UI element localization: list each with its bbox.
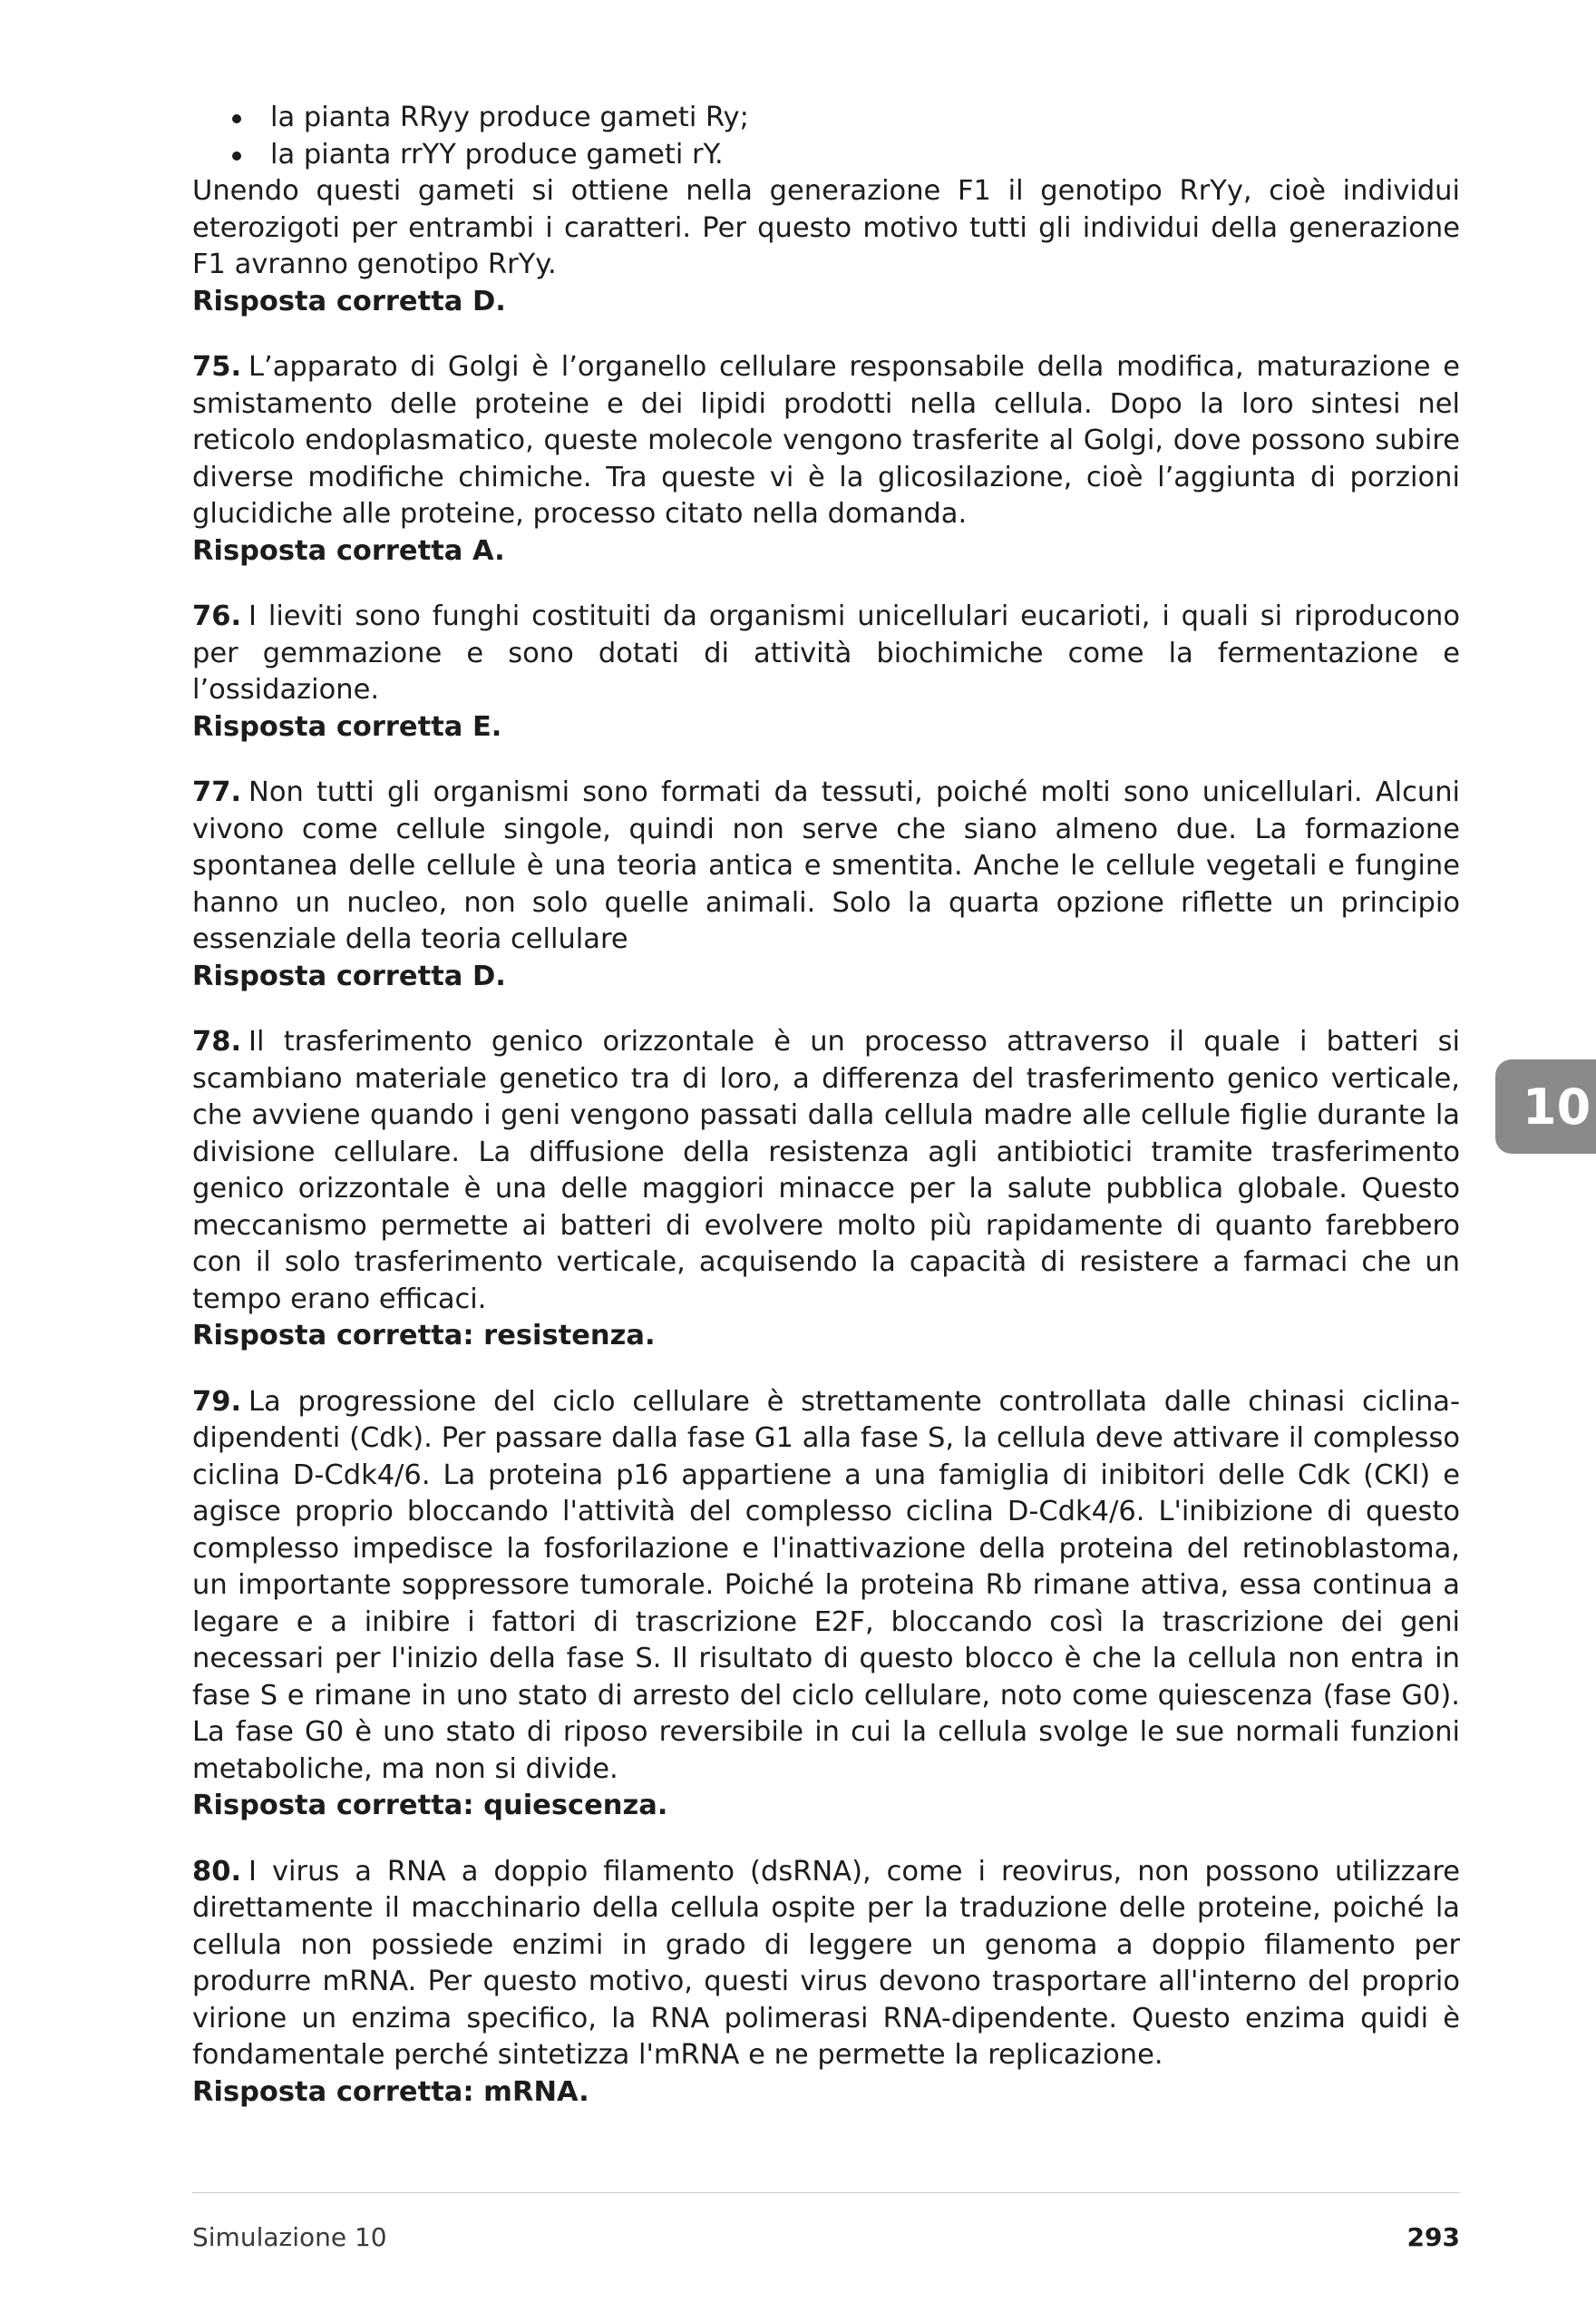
page-content <box>192 100 1460 2111</box>
item-79 <box>192 1384 1460 1825</box>
item-number: 75. <box>192 351 242 383</box>
item-paragraph <box>192 1024 1460 1318</box>
item-text: I virus a RNA a doppio filamento (dsRNA), come i reovirus, non possono utilizzare direttamente il macchinario della cellula ospite per la traduzione delle proteine, poiché la cellula non possiede enzimi in grado di leggere un genoma a doppio filamento per produrre mRNA. Per questo motivo, questi virus devono trasportare all'interno del proprio virione un enzima specifico, la RNA polimerasi RNA-dipendente. Questo enzima quidi è fondamentale perché sintetizza l'mRNA e ne permette la replicazione. <box>192 1855 1460 2071</box>
item-78 <box>192 1024 1460 1355</box>
footer-divider <box>192 2192 1460 2193</box>
item-paragraph <box>192 775 1460 959</box>
item-paragraph <box>192 1854 1460 2074</box>
item-76 <box>192 599 1460 746</box>
item-text: Il trasferimento genico orizzontale è un processo attraverso il quale i batteri si scambiano materiale genetico tra di loro, a differenza del trasferimento genico verticale, che avviene quando i geni vengono passati dalla cellula madre alle cellule figlie durante la divisione cellulare. La diffusione della resistenza agli antibiotici tramite trasferimento genico orizzontale è una delle maggiori minacce per la salute pubblica globale. Questo meccanismo permette ai batteri di evolvere molto più rapidamente di quanto farebbero con il solo trasferimento verticale, acquisendo la capacità di resistere a farmaci che un tempo erano efficaci. <box>192 1026 1460 1315</box>
item-text: Non tutti gli organismi sono formati da tessuti, poiché molti sono unicellulari. Alcuni vivono come cellule singole, quindi non serve che siano almeno due. La formazione spontanea delle cellule è una teoria antica e smentita. Anche le cellule vegetali e fungine hanno un nucleo, non solo quelle animali. Solo la quarta opzione riflette un principio essenziale della teoria cellulare <box>192 776 1460 955</box>
item-75 <box>192 349 1460 570</box>
item-answer: Risposta corretta A. <box>192 534 505 567</box>
item-answer: Risposta corretta: mRNA. <box>192 2075 589 2108</box>
item-paragraph <box>192 599 1460 709</box>
item-number: 78. <box>192 1026 242 1058</box>
item-number: 79. <box>192 1385 242 1418</box>
item-text: La progressione del ciclo cellulare è strettamente controllata dalle chinasi ciclina-dipendenti (Cdk). Per passare dalla fase G1 alla fase S, la cellula deve attivare il complesso ciclina D-Cdk4/6. La proteina p16 appartiene a una famiglia di inibitori delle Cdk (CKI) e agisce proprio bloccando l'attività del complesso ciclina D-Cdk4/6. L'inibizione di questo complesso impedisce la fosforilazione e l'inattivazione della proteina del retinoblastoma, un importante soppressore tumorale. Poiché la proteina Rb rimane attiva, essa continua a legare e a inibire i fattori di trascrizione E2F, bloccando così la trascrizione dei geni necessari per l'inizio della fase S. Il risultato di questo blocco è che la cellula non entra in fase S e rimane in uno stato di arresto del ciclo cellulare, noto come quiescenza (fase G0). La fase G0 è uno stato di riposo reversibile in cui la cellula svolge le sue normali funzioni metaboliche, ma non si divide. <box>192 1385 1460 1785</box>
item-text: I lieviti sono funghi costituiti da organismi unicellulari eucarioti, i quali si riproducono per gemmazione e sono dotati di attività biochimiche come la fermentazione e l’ossidazione. <box>192 600 1460 706</box>
item-answer: Risposta corretta: quiescenza. <box>192 1790 668 1821</box>
item-answer: Risposta corretta D. <box>192 960 506 992</box>
item-number: 77. <box>192 776 242 808</box>
item-text: L’apparato di Golgi è l’organello cellulare responsabile della modifica, maturazione e smistamento delle proteine e dei lipidi prodotti nella cellula. Dopo la loro sintesi nel reticolo endoplasmatico, queste molecole vengono trasferite al Golgi, dove possono subire diverse modifiche chimiche. Tra queste vi è la glicosilazione, cioè l’aggiunta di porzioni glucidiche alle proteine, processo citato nella domanda. <box>192 351 1460 530</box>
item-paragraph <box>192 349 1460 533</box>
item-paragraph <box>192 1384 1460 1789</box>
item-80 <box>192 1854 1460 2112</box>
item-number: 80. <box>192 1855 242 1888</box>
intro-answer: Risposta corretta D. <box>192 285 506 317</box>
item-number: 76. <box>192 600 242 632</box>
item-answer: Risposta corretta: resistenza. <box>192 1320 656 1351</box>
bullet-item: la pianta RRyy produce gameti Ry; <box>192 100 1460 137</box>
page-number: 293 <box>1406 2222 1460 2252</box>
item-answer: Risposta corretta E. <box>192 710 502 743</box>
footer-section-title: Simulazione 10 <box>192 2222 387 2252</box>
intro-bullet-list <box>192 100 1460 173</box>
intro-paragraph: Unendo questi gameti si ottiene nella generazione F1 il genotipo RrYy, cioè individui eterozigoti per entrambi i caratteri. Per questo motivo tutti gli individui della generazione F1 avranno genotipo RrYy. <box>192 175 1460 280</box>
bullet-item: la pianta rrYY produce gameti rY. <box>192 137 1460 174</box>
item-77 <box>192 775 1460 995</box>
chapter-tab: 10 <box>1495 1059 1596 1154</box>
